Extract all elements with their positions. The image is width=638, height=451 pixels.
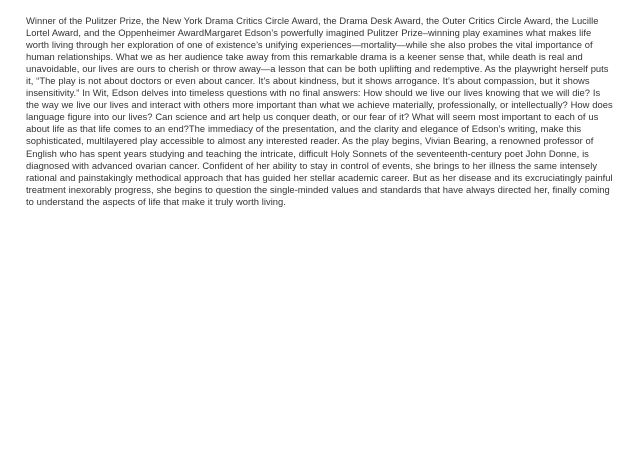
book-description-text: Winner of the Pulitzer Prize, the New York Drama Critics Circle Award, the Drama Desk Award, the Outer Critics Circle Award, the Lucille Lortel Award, and the Oppenheimer AwardMargaret Edson’s powerfully imagined Pulitzer Prize–winning play examines what makes life worth living through her exploration of one of existence’s unifying experiences—mortality—while she also probes the vital importance of human relationships. What we as her audience take away from this remarkable drama is a keener sense that, while death is real and unavoidable, our lives are ours to cherish or throw away—a lesson that can be both uplifting and redemptive. As the playwright herself puts it, “The play is not about doctors or even about cancer. It’s about kindness, but it shows arrogance. It’s about compassion, but it shows insensitivity.” In Wit, Edson delves into timeless questions with no final answers: How should we live our lives knowing that we will die? Is the way we live our lives and interact with others more important than what we achieve materially, professionally, or intellectually? How does language figure into our lives? Can science and art help us conquer death, or our fear of it? What will seem most important to each of us about life as that life comes to an end?The immediacy of the presentation, and the clarity and elegance of Edson’s writing, make this sophisticated, multilayered play accessible to almost any interested reader. As the play begins, Vivian Bearing, a renowned professor of English who has spent years studying and teaching the intricate, difficult Holy Sonnets of the seventeenth-century poet John Donne, is diagnosed with advanced ovarian cancer. Confident of her ability to stay in control of events, she brings to her illness the same intensely rational and painstakingly methodical approach that has guided her stellar academic career. But as her disease and its excruciatingly painful treatment inexorably progress, she begins to question the single-minded values and standards that have always directed her, finally coming to understand the aspects of life that make it truly worth living.	[26, 15, 613, 207]
